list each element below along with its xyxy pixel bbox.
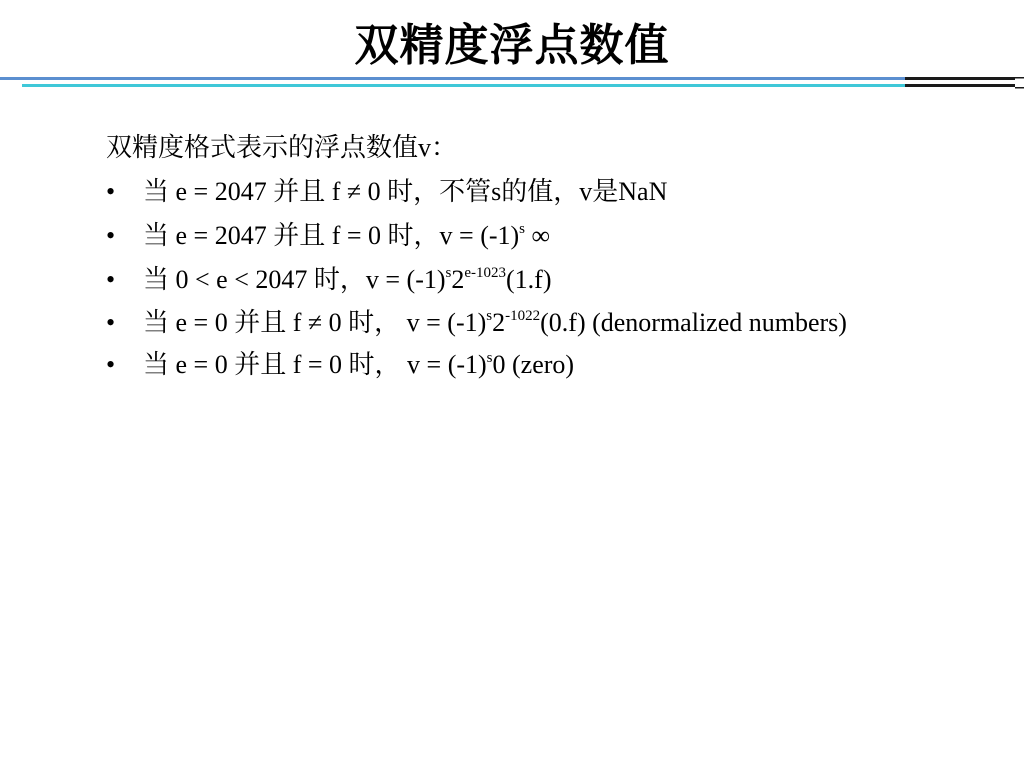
bullet-item-infinity <box>106 214 956 258</box>
superscript-s: s <box>486 308 493 325</box>
superscript-s: s <box>519 221 526 238</box>
rule-dark-end-2 <box>905 84 1015 87</box>
rule-dark-end-3 <box>1015 77 1024 79</box>
bullet-dot: • <box>106 177 116 206</box>
bullet-text: 当 0 < e < 2047 时，v = (-1) <box>143 265 446 294</box>
base-two: 2 <box>492 308 506 337</box>
bullet-dot: • <box>106 308 116 337</box>
bullet-dot: • <box>106 221 116 250</box>
bullet-text: 当 e = 0 并且 f ≠ 0 时， v = (-1) <box>143 308 487 337</box>
slide-body <box>106 126 956 387</box>
bullet-text-tail: (0.f) (denormalized numbers) <box>540 308 847 337</box>
bullet-item-normalized <box>106 258 956 302</box>
bullet-text-tail: (1.f) <box>506 265 552 294</box>
bullet-dot: • <box>106 350 116 379</box>
bullet-text-tail: 0 (zero) <box>492 350 575 379</box>
bullet-text: 当 e = 2047 并且 f ≠ 0 时，不管s的值，v是NaN <box>143 177 668 206</box>
title-underline <box>0 76 1024 90</box>
bullet-text: 当 e = 2047 并且 f = 0 时，v = (-1) <box>143 221 520 250</box>
rule-dark-end-1 <box>905 77 1015 80</box>
bullet-item-nan <box>106 170 956 214</box>
superscript-s: s <box>486 350 493 367</box>
base-two: 2 <box>451 265 465 294</box>
slide-title: 双精度浮点数值 <box>354 20 670 71</box>
rule-dark-end-4 <box>1015 87 1024 89</box>
exponent: -1022 <box>505 308 541 325</box>
exponent: e-1023 <box>464 265 507 282</box>
bullet-item-denormalized <box>106 302 956 343</box>
rule-blue-line <box>0 77 1010 80</box>
intro-text: 双精度格式表示的浮点数值v： <box>106 133 458 162</box>
bullet-text-tail: ∞ <box>525 221 551 250</box>
bullet-dot: • <box>106 265 116 294</box>
rule-cyan-line <box>22 84 1012 87</box>
superscript-s: s <box>445 265 452 282</box>
bullet-item-zero <box>106 343 956 387</box>
bullet-text: 当 e = 0 并且 f = 0 时， v = (-1) <box>143 350 487 379</box>
